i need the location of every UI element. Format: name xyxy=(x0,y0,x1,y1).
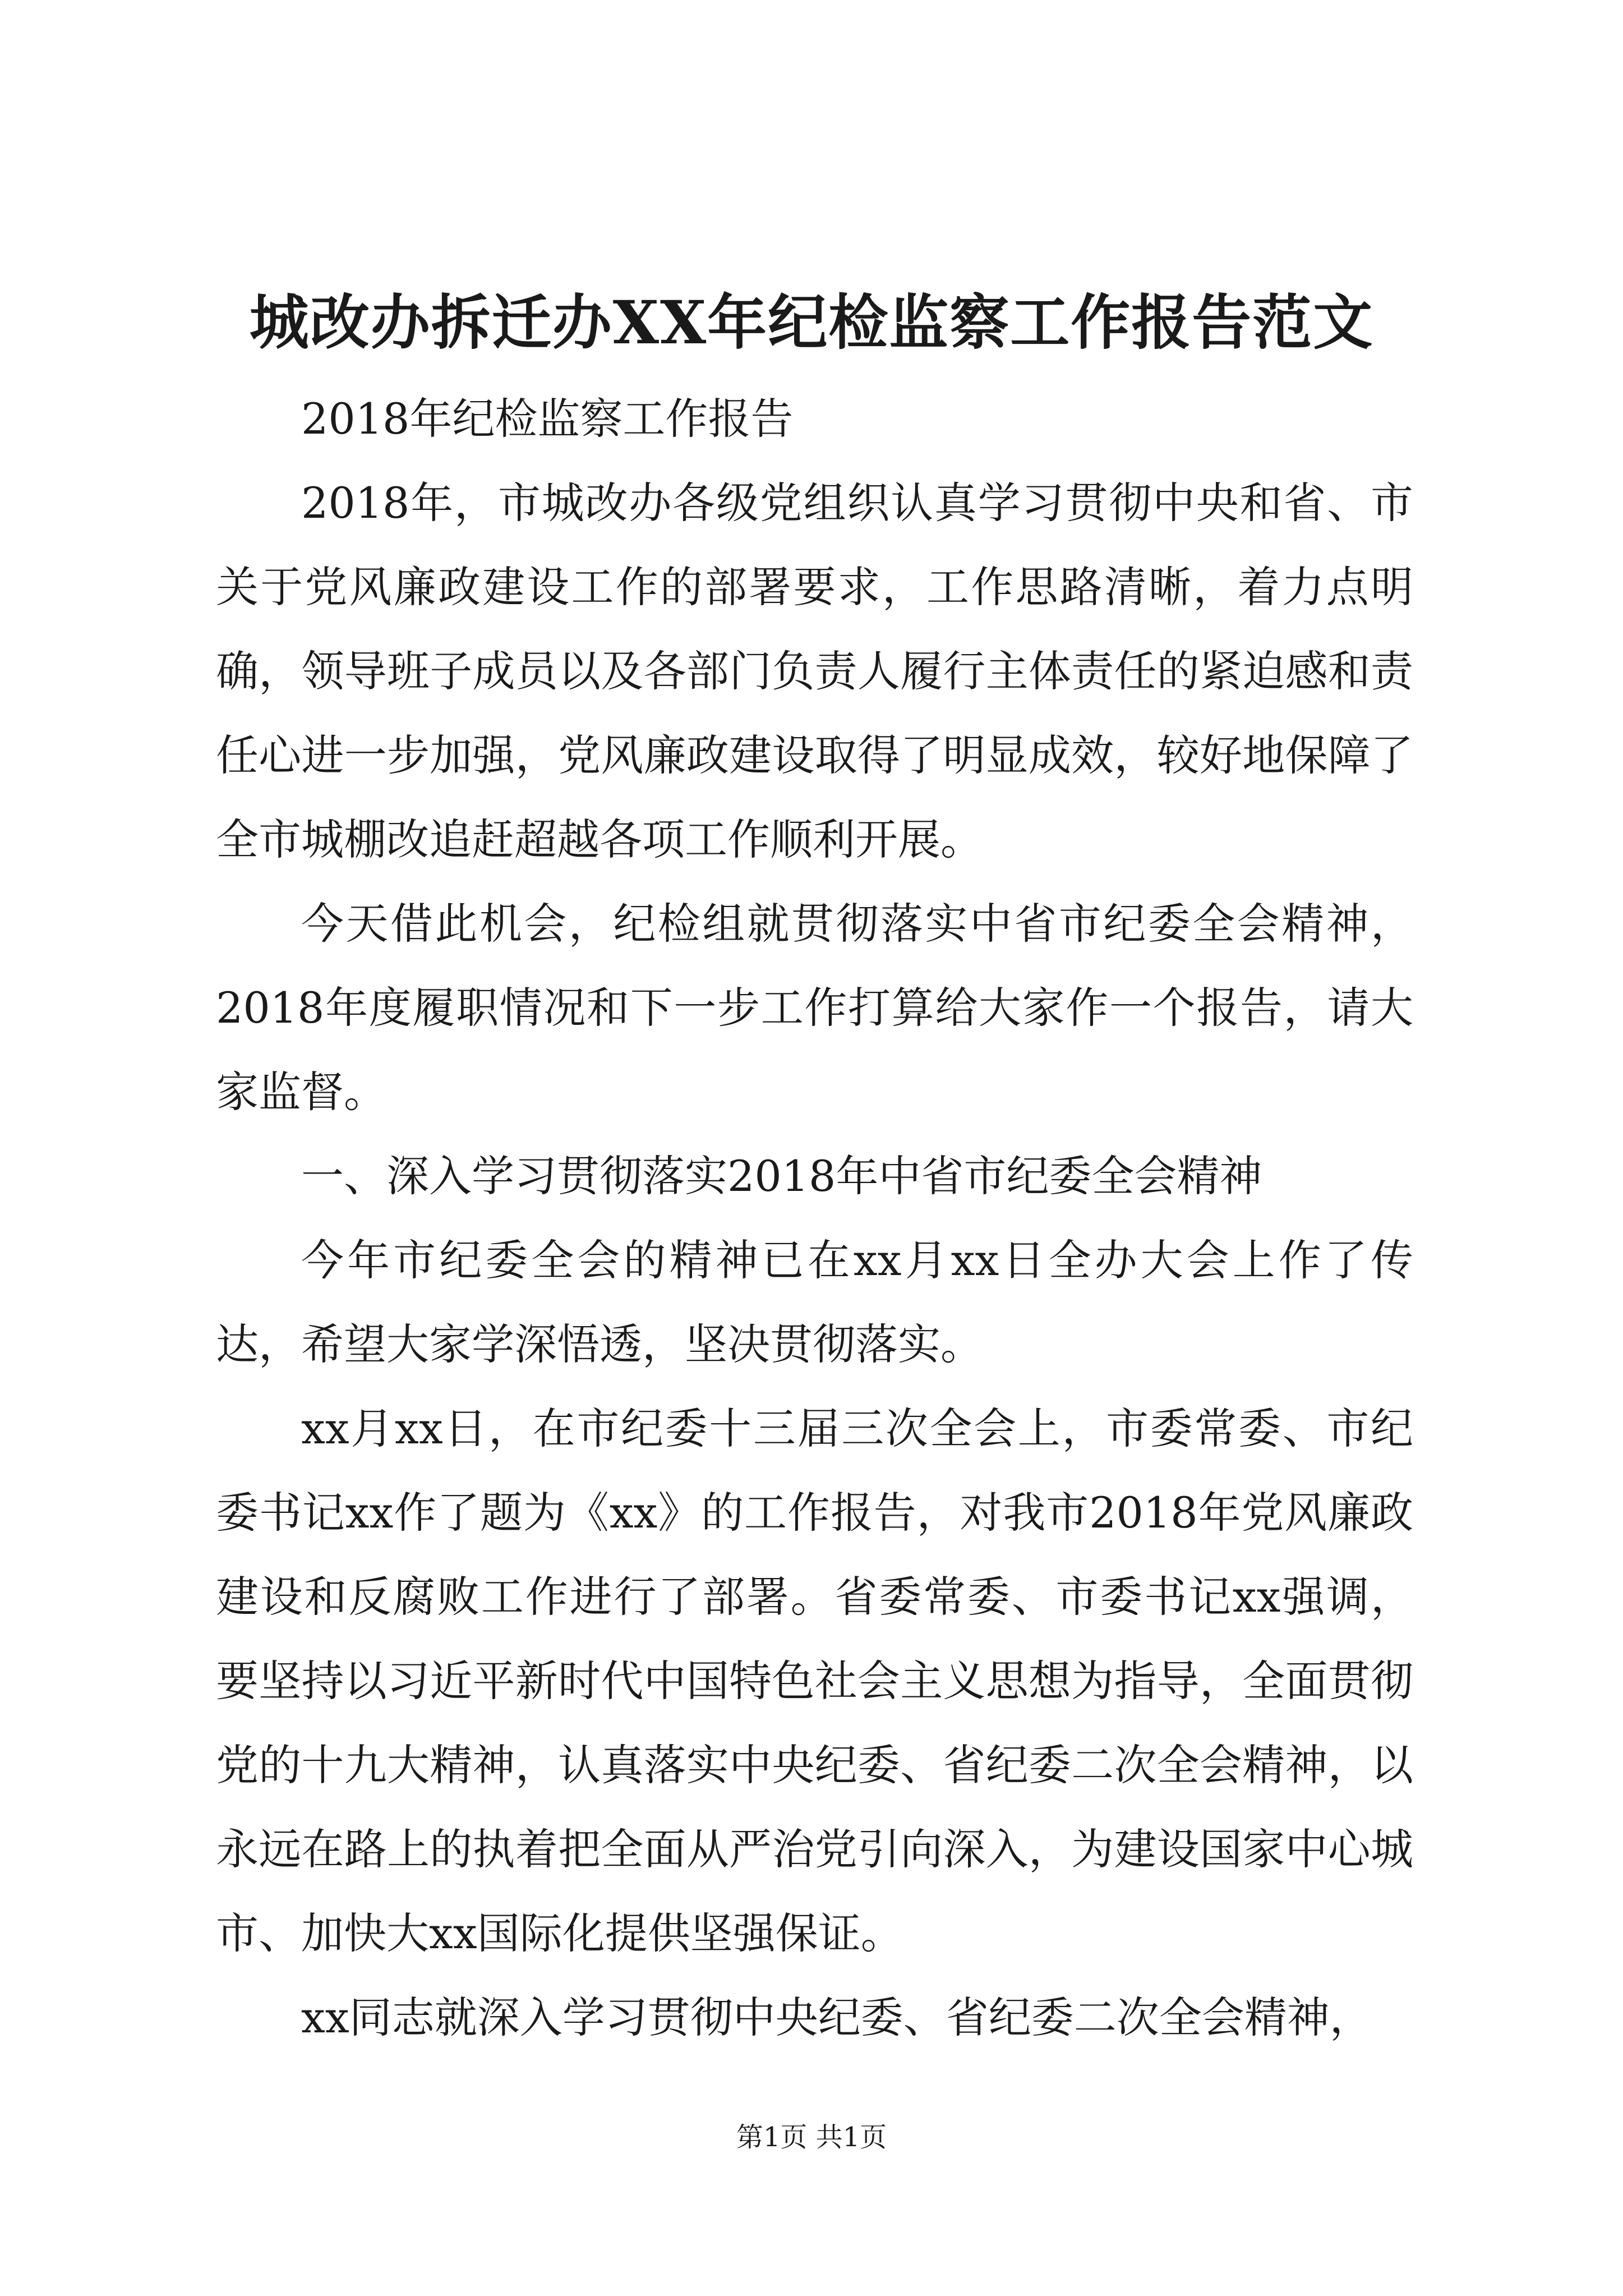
paragraph-continuation: xx同志就深入学习贯彻中央纪委、省纪委二次全会精神， xyxy=(301,1993,1372,2042)
paragraph-intro: 2018年，市城改办各级党组织认真学习贯彻中央和省、市关于党风廉政建设工作的部署要求，工作思路清晰，着力点明确，领导班子成员以及各部门负责人履行主体责任的紧迫感和责任心进一步加强，党风廉政建设取得了明显成效，较好地保障了全市城棚改追赶超越各项工作顺利开展。 xyxy=(216,478,1413,864)
document-title: 城改办拆迁办XX年纪检监察工作报告范文 xyxy=(249,287,1374,357)
paragraph-report-purpose: 今天借此机会，纪检组就贯彻落实中省市纪委全会精神，2018年度履职情况和下一步工作打算给大家作一个报告，请大家监督。 xyxy=(216,899,1413,1117)
paragraph-subtitle: 2018年纪检监察工作报告 xyxy=(301,394,794,444)
page-number-footer: 第1页 共1页 xyxy=(736,2122,887,2153)
section-heading-1: 一、深入学习贯彻落实2018年中省市纪委全会精神 xyxy=(301,1151,1262,1201)
paragraph-meeting-notice: 今年市纪委全会的精神已在xx月xx日全办大会上作了传达，希望大家学深悟透，坚决贯彻落实。 xyxy=(216,1235,1413,1369)
document-body xyxy=(216,377,1413,2060)
paragraph-plenary-session: xx月xx日，在市纪委十三届三次全会上，市委常委、市纪委书记xx作了题为《xx》的工作报告，对我市2018年党风廉政建设和反腐败工作进行了部署。省委常委、市委书记xx强调，要坚持以习近平新时代中国特色社会主义思想为指导，全面贯彻党的十九大精神，认真落实中央纪委、省纪委二次全会精神，以永远在路上的执着把全面从严治党引向深入，为建设国家中心城市、加快大xx国际化提供坚强保证。 xyxy=(216,1404,1413,1958)
